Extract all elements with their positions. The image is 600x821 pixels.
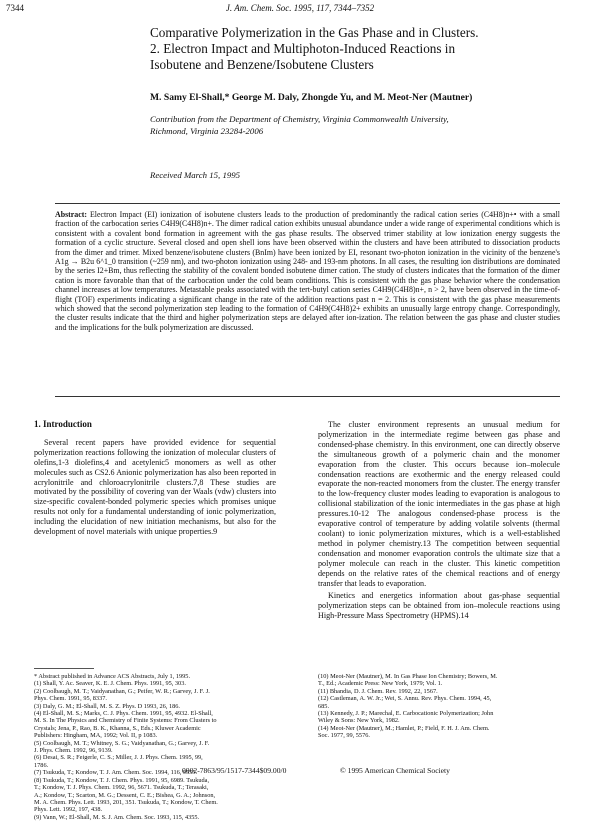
footnote-line: Wiley & Sons: New York, 1982.: [318, 717, 400, 725]
section-heading: 1. Introduction: [34, 419, 92, 429]
article-code: 0002-7863/95/1517-7344$09.00/0: [182, 766, 287, 775]
footnote-line: Publishers: Hingham, MA, 1992; Vol. II, p 1083.: [34, 732, 158, 740]
footnote-line: 685.: [318, 702, 330, 710]
footnote-line: Crystals; Jena, P., Rao, B. K., Khanna, S., Eds.; Kluwer Academic: [34, 724, 201, 732]
footnote-line: Soc. 1977, 99, 5576.: [318, 732, 370, 740]
abstract-rule-bottom: [55, 396, 560, 397]
footnote-line: (14) Meot-Ner (Mautner), M.; Hamlet, P.; Field, F. H. J. Am. Chem.: [318, 724, 490, 732]
footnote-line: * Abstract published in Advance ACS Abstracts, July 1, 1995.: [34, 673, 191, 680]
affiliation-line: Contribution from the Department of Chemistry, Virginia Commonwealth University,: [150, 114, 449, 124]
abstract-label: Abstract:: [55, 210, 87, 219]
footnote-line: (3) Daly, G. M.; El-Shall, M. S. Z. Phys. D 1993, 26, 186.: [34, 702, 180, 710]
journal-citation: J. Am. Chem. Soc. 1995, 117, 7344–7352: [225, 3, 375, 13]
right-column: [318, 420, 560, 624]
footnote-line: A.; Kondow, T.; Scarton, M. G.; Dessent, C. E.; Bishea, G. A.; Johnson,: [34, 791, 216, 799]
footnote-line: (1) Shall, Y. Ac. Seaver, K. E. J. Chem. Phys. 1991, 95, 303.: [34, 680, 186, 688]
footnote-line: (6) Desai, S. R.; Feigerle, C. S.; Miller, J. J. Phys. Chem. 1995, 99,: [34, 754, 203, 762]
body-paragraph: Kinetics and energetics information about gas-phase sequential polymerization steps can be obtained from ion–molecule reactions using High-Pressure Mass Spectrometry (HPMS).14: [318, 591, 560, 621]
left-column: [34, 420, 276, 540]
footnote-line: 1786.: [34, 761, 49, 769]
footnote-line: Phys. Chem. 1991, 95, 8337.: [34, 695, 107, 703]
article-title: [150, 25, 510, 73]
abstract-block: [55, 210, 560, 332]
footnote-line: (8) Tsukuda, T.; Kondow, T. J. Chem. Phys. 1991, 95, 6989. Tsukuda,: [34, 776, 210, 784]
footnotes-right: [318, 673, 560, 740]
footnote-line: (2) Coolbaugh, M. T.; Vaidyanathan, G.; Peifer, W. R.; Garvey, J. F. J.: [34, 687, 210, 695]
affiliation: [150, 114, 570, 137]
footnote-line: (4) El-Shall, M. S.; Marks, C. J. Phys. Chem. 1991, 95, 4932. El-Shall,: [34, 710, 213, 718]
footnote-line: (5) Coolbaugh, M. T.; Whitney, S. G.; Vaidyanathan, G.; Garvey, J. F.: [34, 739, 210, 747]
footnote-line: M. S. In The Physics and Chemistry of Finite Systems: From Clusters to: [34, 717, 217, 725]
page-number: 7344: [6, 3, 24, 13]
footnote-line: (7) Tsukuda, T.; Kondow, T. J. Am. Chem. Soc. 1994, 116, 9555.: [34, 769, 198, 777]
author-list: M. Samy El-Shall,* George M. Daly, Zhongde Yu, and M. Meot-Ner (Mautner): [150, 92, 473, 103]
footnote-line: (13) Kennedy, J. P.; Marechal, E. Carbocationic Polymerization; John: [318, 710, 494, 718]
body-paragraph: The cluster environment represents an unusual medium for polymerization in the intermediate regime between gas phase and condensed-phase chemistry. In this environment, one can directly observe the simultaneous growth of a polymeric chain and the monomer evaporation from the cluster. This occurs because ion–molecule condensation reactions are exothermic and the energy released could evaporate the non-reacted monomers from the cluster. The energy transfer to the low-frequency cluster modes leading to evaporation is analogous to collisional stabilization of the ionic intermediates in the gas phase at high pressures.10-12 The analogous condensed-phase process is the evaporative control of temperature by adding volatile solvents (thermal coolant) to ionic polymerization mixtures, which is a well-established method in polymer chemistry.13 The competition between sequential condensation and monomer evaporation controls the ultimate size that a polymer molecule can reach in the cluster. This kinetic competition depends on the relative rates of the chemical reactions and of energy transfer that leads to evaporation.: [318, 420, 560, 588]
copyright-notice: © 1995 American Chemical Society: [340, 766, 450, 775]
title-line: 2. Electron Impact and Multiphoton-Induced Reactions in: [150, 41, 456, 56]
running-header: [6, 3, 594, 15]
footnote-line: Phys. Lett. 1992, 197, 438.: [34, 806, 103, 814]
abstract-rule-top: [55, 203, 560, 204]
footnote-line: (11) Bhandia, D. J. Chem. Rev. 1992, 22, 1567.: [318, 687, 438, 695]
affiliation-line: Richmond, Virginia 23284-2006: [150, 125, 264, 136]
body-paragraph: Several recent papers have provided evidence for sequential polymerization reactions following the ionization of molecular clusters of olefins,1-3 diolefins,4 and acetylenic5 monomers as well as other molecules such as CS2.6 Anionic polymerization has also been reported in acrylonitrile and chloroacrylonitrile clusters.7,8 These studies are motivated by the possibility of covering van der Waals (vdw) clusters into size-specific covalent-bonded polymeric species which promises unique results not only for a fundamental understanding of ionic polymerization, including the elucidation of new initiation mechanisms, but also for the development of novel materials with unique properties.9: [34, 437, 276, 537]
received-date: Received March 15, 1995: [150, 170, 241, 180]
footnote-rule: [34, 668, 94, 669]
footnote-line: M. A. Chem. Phys. Lett. 1993, 201, 351. Tsukuda, T.; Kondow, T. Chem.: [34, 798, 218, 806]
footnote-line: T.; Kondow, T. J. Phys. Chem. 1992, 96, 5671. Tsukuda, T.; Terasaki,: [34, 784, 209, 792]
footnote-line: T., Ed.; Academic Press: New York, 1979; Vol. 1.: [318, 680, 443, 688]
abstract-text: Electron Impact (EI) ionization of isobutene clusters leads to the production of predominantly the radical cation series (C4H8)n+• with a small fraction of the carbocation series C4H9(C4H8)n+. The dimer radical cation exhibits unusual abundance under a wide range of experimental conditions which is consistent with a covalent bond formation in agreement with the gas phase results. The observed trimer stability at low ionization energy suggests the formation of a cyclic structure. Several closed and open shell ions have been observed within the clusters and have been attributed to dissociation products from the dimer and trimer. Mixed benzene/isobutene clusters (BnIm) have been ionized by EI, resonant two-photon ionization in the vicinity of the benzene's A1g → B2u 6^1_0 transition (~259 nm), and two-photon ionization using 248- and 193-nm photons. In all cases, the resulting ion distributions are dominated by the series I2+Bm, thus reflecting the stability of the covalent bonded isobutene dimer cation. The study of clusters indicates that the formation of the dimer cation is more favorable than that of the carbocation under the cold beam conditions. This is consistent with the gas phase behavior where the condensation channel increases at low temperatures. Metastable peaks associated with the tert-butyl cation series C4H9(C4H8)n+, n > 2, have been observed in the time-of-flight (TOF) experiments indicating a significant change in the rate of the addition reactions past n = 2. This is consistent with the gas phase measurements which showed that the second polymerization step leading to the formation of C4H9(C4H8)2+ exhibits an unusually large entropy change. Correspondingly, the cluster results indicate that the third and higher polymerization steps are delayed after ion-ization. The relation between the gas phase and cluster studies and the implications for the bulk polymerization are discussed.: [55, 210, 560, 332]
title-line: Comparative Polymerization in the Gas Phase and in Clusters.: [150, 25, 479, 40]
footnote-line: (12) Castleman, A. W. Jr.; Wei, S. Annu. Rev. Phys. Chem. 1994, 45,: [318, 695, 492, 703]
footnote-line: J. Phys. Chem. 1992, 96, 9139.: [34, 747, 113, 755]
footnotes-left: [34, 673, 276, 821]
footnote-line: (9) Vann, W.; El-Shall, M. S. J. Am. Chem. Soc. 1993, 115, 4355.: [34, 813, 200, 821]
footnote-line: (10) Meot-Ner (Mautner), M. In Gas Phase Ion Chemistry; Bowers, M.: [318, 673, 498, 680]
title-line: Isobutene and Benzene/Isobutene Clusters: [150, 57, 374, 72]
